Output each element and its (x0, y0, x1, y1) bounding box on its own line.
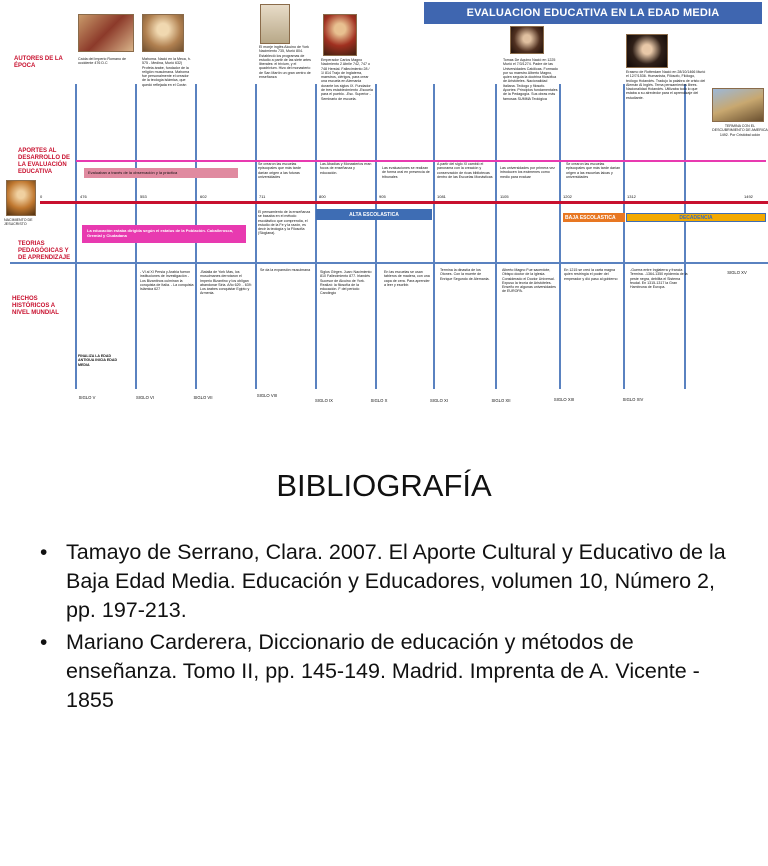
aporte-text: Las Abadías y Monasterios eran focos de enseñanza y educación. (320, 162, 372, 175)
alta-escolastica-bar: ALTA ESCOLASTICA (316, 209, 432, 220)
aportes-line (76, 160, 766, 162)
hecho-text: -Guerra entre Inglaterra y francia Termina. -1364-1350 epidemia de la peste negra, debilita el Sistema feudal. En 1315-1317 la Gran Hambruna de Europa. (630, 268, 688, 290)
year-label: 1312 (627, 194, 636, 199)
year-label: 602 (200, 194, 207, 199)
century-label: SIGLO XV (727, 270, 747, 275)
year-label: 553 (140, 194, 147, 199)
slide-title: EVALUACION EDUCATIVA EN LA EDAD MEDIA (424, 2, 762, 24)
main-timeline-axis (40, 201, 768, 204)
finaliza-label: FINALIZA LA EDAD ANTIGUA INICIA EDAD MEDIA (78, 354, 118, 367)
year-label: 905 (379, 194, 386, 199)
timeline-line (495, 84, 497, 389)
carlomagno-portrait (323, 14, 357, 56)
century-label: SIGLO XIV (622, 397, 644, 402)
category-teorias: TEORIAS PEDAGÓGICAS Y DE APRENDIZAJE (18, 241, 71, 261)
aporte-text: Se crearon las escuelas episcopales que más tarde darían origen a las escuelas laicas y universidades (566, 162, 621, 179)
aporte-text: A partir del siglo XI cambió el panorama con la creación y conservación de ricas bibliotecas dentro de las Escuelas Monásticas (437, 162, 493, 179)
erasmo-portrait (626, 34, 668, 68)
year-label: 800 (319, 194, 326, 199)
bibliography-entry (40, 538, 740, 625)
century-label: SIGLO V (78, 395, 96, 400)
bullet-icon: • (40, 541, 48, 564)
termina-text: TERMINA CON EL DESCUBRIMIENTO DE AMERICA 1492. Por Cristóbal colón (712, 124, 768, 137)
aporte-text: Las evaluaciones se realizan de forma oral en presencia de tribunales (382, 166, 430, 179)
century-label: SIGLO IX (315, 398, 333, 403)
year-label: 476 (80, 194, 87, 199)
author-text: Mahoma. Nació en la Meca, h. 575 - Medina, Murió 632) Profeta árabe, fundador de la religión musulmana. Mahoma fue personalmente el creador de la teología islámica, que quedó reflejada en el Corán (142, 57, 191, 87)
bibliography-entry (40, 628, 740, 715)
year-label: 0 (40, 194, 43, 199)
timeline-line (75, 84, 77, 389)
aporte-bar: Evaluaban a través de la observación y la práctica (84, 168, 238, 178)
timeline-line (433, 84, 435, 389)
timeline-line (255, 84, 257, 389)
year-label: 1105 (500, 194, 509, 199)
timeline-line (559, 84, 561, 389)
aporte-text: Las universidades por primera vez introducen los exámenes como medio para evaluar (500, 166, 555, 179)
hecho-text: En 1215 se creó la carta magna quien restringía el poder del emperador y dió paso al gobierno (564, 268, 618, 281)
category-aportes: APORTES AL DESARROLLO DE LA EVALUACIÓN EDUCATIVA (18, 148, 71, 175)
bibliography-entry-text: Tamayo de Serrano, Clara. 2007. El Aporte Cultural y Educativo de la Baja Edad Media. Educación y Educadores, volumen 10, Número 2, pp. 197-213. (66, 540, 726, 622)
year-label: 1202 (563, 194, 572, 199)
century-label: SIGLO XII (491, 398, 511, 403)
author-text: El monje inglés Alcuino de York Nacimiento 735, Murió 804. Estableció los programas de estudio a partir de las siete artes liberales: el trivium, y el quadrivium. Hizo del monasterio de San Martín un gran centro de enseñanza (259, 45, 311, 80)
timeline-line (375, 84, 377, 389)
category-hechos: HECHOS HISTÓRICOS A NIVEL MUNDIAL (12, 296, 59, 316)
nacimiento-label: NACIMIENTO DE JESUCRISTO (4, 218, 33, 227)
category-autores: AUTORES DE LA ÉPOCA (14, 56, 63, 69)
hecho-text: -Batalla de York Mas, los musulmanes derrotaron el Imperio Bizantino y los obligan abandonar Siria. Año 629. - 639: Los árabes conquistar Egipto y Armenia. (200, 270, 252, 296)
hecho-text: En las escuelas se usan tableros de madera, con una capa de cera. Para aprender a leer y escribir. (384, 270, 430, 287)
teorias-line (10, 262, 768, 264)
hecho-text: Se da la expansión musulmana (260, 268, 311, 272)
timeline-line (315, 84, 317, 389)
bibliography-entry-text: Mariano Carderera, Diccionario de educación y métodos de enseñanza. Tomo II, pp. 145-149. Madrid. Imprenta de A. Vicente - 1855 (66, 630, 700, 712)
hecho-text: Alberto Magno Fue sacerdote, Obispo doctor de la iglesia. Considerado el Doctor Universal. Expuso la teoría de Aristóteles. Enseño en algunas universidades de EUROPA. (502, 268, 556, 294)
hecho-text: Siglos Gtrgen. Juan: Nacimiento 810 Fallecimiento 877. Irlandés Sucesor de Alcuino de York. Realizó: la filosofía de la educación. F del periodo Carolingio (320, 270, 372, 296)
author-text: Caída del Imperio Romano de occidente 476 D.C (78, 57, 126, 66)
timeline-line (623, 84, 625, 389)
bibliography-list (40, 538, 740, 718)
author-text: Erasmo de Rotterdam Nació en 28/10/1466 Murió el 12/7/1536. Humanista, Filósofo, Filólogo, teólogo Holandés. Tradujo la palabra de cristo del Alemán Al Inglés. Tema pensamientos libres. Nacionalidad Holandés. Utilizaba todo lo que estaba a su alrededor para el aprendizaje del estudiante. (626, 70, 706, 100)
fall-of-rome-painting (78, 14, 134, 52)
author-text: Tomas De Aquino Nació en 1225 Murió el 7/3/1274. Padre de las Universidades Católicas. Formado por su maestro Alberto Magno, quien seguía la doctrina filosófica de Aristóteles. Nacionalidad Italiana. Teólogo y filosofo. Aportes: Principios fundamentales de la Pedagogía. Sus obras más famosas SUMMA Teológica (503, 58, 558, 101)
tomas-aquino-portrait (510, 26, 544, 54)
bullet-icon: • (40, 631, 48, 654)
teoria-text: El pensamiento de la enseñanza se basaba en el método escolástico que comprendía, el estudio de la Fe y la razón, es decir la teología y la Filosofía (Sloglana). (258, 210, 311, 236)
century-label: SIGLO VIII (256, 393, 278, 398)
nativity-painting (6, 180, 36, 216)
century-label: SIGLO XI (430, 398, 448, 403)
hecho-text: - VI al XI Persia y Arabia fueron instituciones de Investigación -Los Bizantinos culminan la conquista de Italia. - La conquista Islámica 627 (140, 270, 194, 292)
discovery-america-painting (712, 88, 764, 122)
alcuino-portrait (260, 4, 290, 44)
century-label: SIGLO X (370, 398, 388, 403)
baja-escolastica-bar: BAJA ESCOLASTICA (563, 213, 625, 222)
aporte-text: Se crearon las escuelas episcopales que más tarde darían origen a las futuras universidades (258, 162, 301, 179)
year-label: 1081 (437, 194, 446, 199)
decadencia-bar: DECADENCIA (626, 213, 766, 222)
hecho-text: Termina la dinastía de los Otones. Con la muerte de Enrique Segundo de Alemania. (440, 268, 490, 281)
century-label: SIGLO VI (136, 395, 154, 400)
author-text: Emperador Carlos Magno Nacimiento 2 Abrile 742, 747 o 748 Herstal. Fallecimiento 28 / 1/ 814 Trajo de Inglaterra, maestros, clérigos, para crear una escuela en Alemania durante los siglos IX. Fundador de tres establecimiento -Escuela para el pueblo. -Esc. Superior - Seminario de escuela. (321, 58, 373, 101)
mahoma-portrait (142, 14, 184, 52)
teoria-bar: La educación estaba dirigida según el estatus de la Población. Caballerosca, Gremial y Ciudadana (82, 225, 246, 243)
year-label: 1492 (744, 194, 753, 199)
bibliography-title: BIBLIOGRAFÍA (276, 468, 492, 503)
century-label: SIGLO VII (193, 395, 213, 400)
year-label: 711 (259, 194, 266, 199)
century-label: SIGLO XIII (553, 397, 575, 402)
